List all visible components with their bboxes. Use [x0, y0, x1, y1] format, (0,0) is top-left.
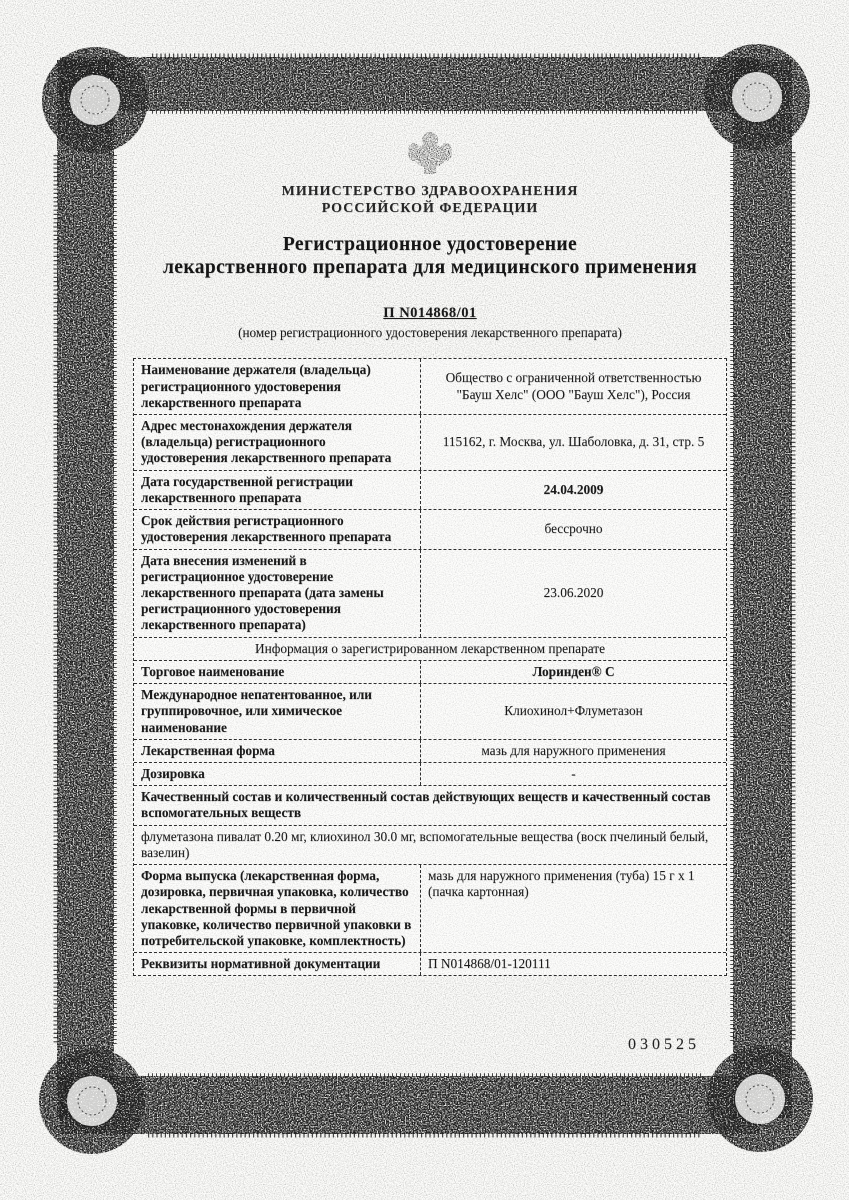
- row-value: Общество с ограниченной ответственностью "Бауш Хелс" (ООО "Бауш Хелс"), Россия: [445, 370, 702, 402]
- row-value: мазь для наружного применения (туба) 15 г х 1 (пачка картонная): [428, 868, 695, 900]
- certificate-content: [133, 126, 727, 976]
- table-row: [134, 864, 726, 952]
- table-row: [134, 825, 726, 864]
- document-title-line-2: лекарственного препарата для медицинского применения: [162, 256, 698, 278]
- row-label: Лекарственная форма: [134, 740, 421, 762]
- row-label: Адрес местонахождения держателя (владельца) регистрационного удостоверения лекарственного препарата: [134, 415, 421, 470]
- full-row-text: флуметазона пивалат 0.20 мг, клиохинол 30.0 мг, вспомогательные вещества (воск пчелиный белый, вазелин): [141, 828, 709, 860]
- corner-rosette-bottom-left: [39, 1048, 145, 1154]
- row-label: Срок действия регистрационного удостоверения лекарственного препарата: [134, 510, 421, 548]
- table-row: [134, 549, 726, 637]
- table-row: [134, 762, 726, 785]
- full-row-text: Качественный состав и количественный состав действующих веществ и качественный состав вспомогательных веществ: [141, 789, 711, 821]
- row-label: Дозировка: [134, 763, 421, 785]
- row-label: Наименование держателя (владельца) регистрационного удостоверения лекарственного препарата: [134, 359, 421, 414]
- row-value: -: [571, 765, 576, 781]
- row-value: 23.06.2020: [543, 585, 604, 600]
- row-label: Дата внесения изменений в регистрационное удостоверение лекарственного препарата (дата замены регистрационного удостоверения лекарственного препарата): [134, 550, 421, 637]
- row-value: бессрочно: [544, 521, 603, 537]
- ministry-line-2: РОССИЙСКОЙ ФЕДЕРАЦИИ: [321, 200, 539, 216]
- row-value: 115162, г. Москва, ул. Шаболовка, д. 31, стр. 5: [442, 434, 705, 450]
- section-header: Информация о зарегистрированном лекарственном препарате: [254, 640, 605, 656]
- row-value: Лоринден® С: [532, 663, 615, 679]
- table-row: [134, 414, 726, 470]
- table-row: [134, 683, 726, 739]
- table-row: [134, 359, 726, 414]
- coat-of-arms-emblem: [133, 126, 727, 180]
- row-label: Форма выпуска (лекарственная форма, дозировка, первичная упаковка, количество лекарственной формы в первичной упаковке, количество первичной упаковки в потребительской упаковке, комплектность): [134, 865, 421, 952]
- table-row: [134, 470, 726, 509]
- row-value: мазь для наружного применения: [481, 742, 666, 758]
- ministry-line-1: МИНИСТЕРСТВО ЗДРАВООХРАНЕНИЯ: [281, 184, 579, 199]
- row-label: Международное непатентованное, или группировочное, или химическое наименование: [134, 684, 421, 739]
- table-row: [134, 739, 726, 762]
- border-band-top: [60, 57, 760, 111]
- table-row: [134, 509, 726, 548]
- table-row: [134, 952, 726, 975]
- border-band-bottom: [60, 1076, 760, 1134]
- row-label: Реквизиты нормативной документации: [134, 953, 421, 975]
- ministry-name: [133, 184, 727, 218]
- row-label: Дата государственной регистрации лекарственного препарата: [134, 471, 421, 509]
- border-band-right: [733, 60, 792, 1118]
- table-row: [134, 785, 726, 824]
- stamp-serial-number: 030525: [628, 1036, 700, 1053]
- row-label: Торговое наименование: [134, 661, 421, 683]
- certificate-table: [133, 358, 727, 976]
- double-headed-eagle-icon: [404, 126, 456, 180]
- table-row: [134, 660, 726, 683]
- row-value: Клиохинол+Флуметазон: [504, 703, 643, 719]
- document-title: [133, 233, 727, 280]
- row-value: П N014868/01-120111: [428, 956, 551, 972]
- border-band-left: [57, 60, 114, 1118]
- registration-number-caption: (номер регистрационного удостоверения лекарственного препарата): [238, 325, 622, 341]
- document-title-line-1: Регистрационное удостоверение: [282, 233, 578, 255]
- table-row: [134, 637, 726, 660]
- registration-number: П N014868/01: [383, 305, 477, 322]
- corner-rosette-bottom-right: [707, 1046, 813, 1152]
- row-value: 24.04.2009: [543, 481, 604, 497]
